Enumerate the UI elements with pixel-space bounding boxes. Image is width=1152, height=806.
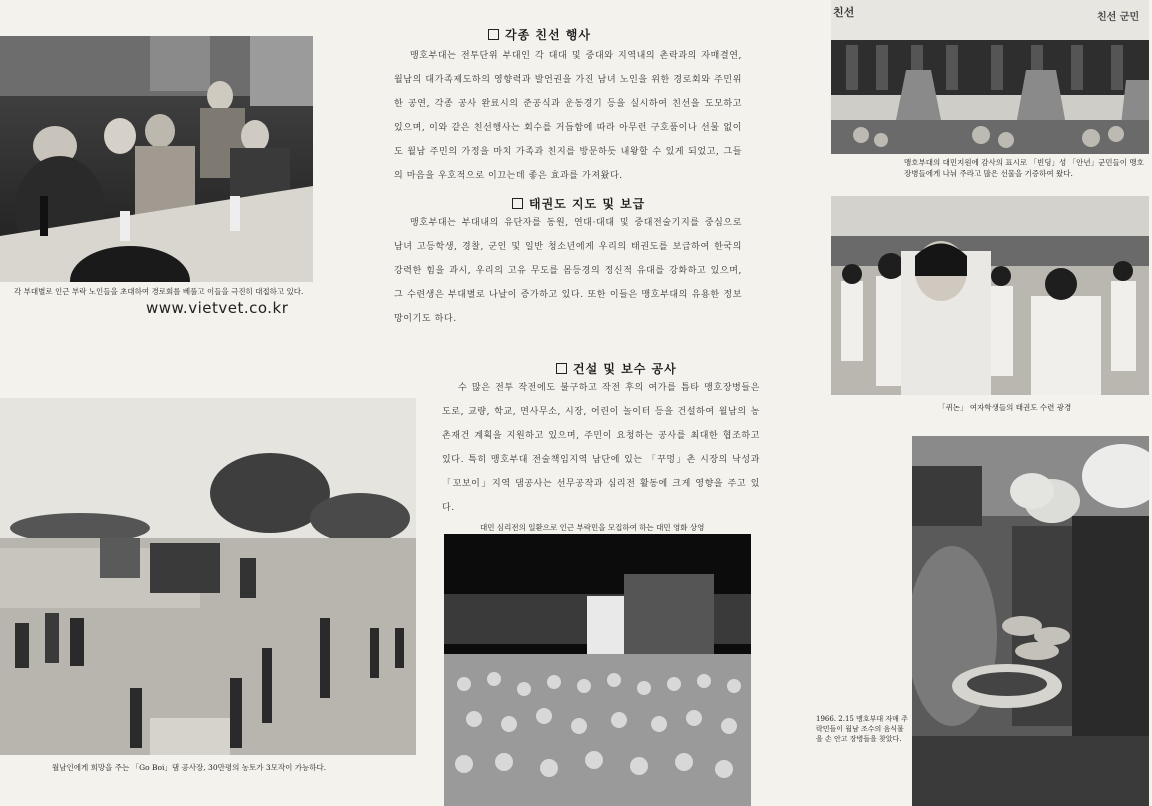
watermark-url: www.vietvet.co.kr	[146, 299, 289, 317]
section-body-construction: 수 많은 전투 작전에도 불구하고 작전 후의 여가를 틈타 맹호장병들은 도로, 교량, 학교, 면사무소, 시장, 어린이 놀이터 등을 건설하여 월남의 농촌재건 계획을 지원하고 있으며, 주민이 요청하는 공사를 최대한 협조하고 있다. 특히 맹호부대 전술책임지역 남단에 있는 「꾸멍」촌 시장의 낙성과 「꼬보이」지역 댐공사는 선무공작과 심리전 활동에 크게 영향을 주고 있다.	[442, 383, 760, 513]
section-title-taekwondo: 태권도 지도 및 보급	[512, 195, 645, 212]
banquet-caption: 각 부대별로 인근 부락 노인들을 초대하여 경로회를 베풀고 이들을 극진히 대접하고 있다.	[14, 287, 304, 296]
stage-sign-left: 친선	[833, 6, 855, 19]
checkbox-square-icon	[556, 363, 567, 374]
taekwondo-caption: 「퀴논」 여자학생들의 태권도 수련 광경	[938, 403, 1072, 412]
banquet-photo	[0, 36, 313, 282]
stage-sign-right: 친선 군민	[1097, 12, 1140, 23]
movie-screening-photo	[444, 534, 751, 806]
construction-photo	[0, 398, 416, 755]
checkbox-square-icon	[512, 198, 523, 209]
checkbox-square-icon	[488, 29, 499, 40]
fruit-gift-photo	[831, 0, 1149, 154]
movie-caption: 대민 심리전의 일환으로 인근 부락민을 모집하여 하는 대민 영화 상영	[480, 523, 705, 532]
construction-caption: 월남인에게 희망을 주는 「Go Boi」댐 공사장, 30만평의 농토가 3모작이 가능하다.	[52, 763, 327, 772]
section-body-taekwondo: 맹호부대는 부대내의 유단자를 동원, 연대·대대 및 중대전술기지를 중심으로 남녀 고등학생, 경찰, 군인 및 일반 청소년에게 우리의 태권도를 보급하여 한국의 강력한 힘을 과시, 우리의 고유 무도를 몸등경의 정신적 유대를 강화하고 있으며, 그 수련생은 부대별로 나날이 증가하고 있다. 또한 이들은 맹호부대의 유용한 정보망이기도 하다.	[394, 218, 742, 324]
section-body-friendship: 맹호부대는 전투단위 부대인 각 대대 및 중대와 지역내의 촌락과의 자매결연, 월남의 대가족제도하의 영향력과 발언권을 가진 남녀 노인을 위한 경로회와 주민위한 공연, 각종 공사 완료시의 준공식과 운동경기 등을 실시하여 친선을 도모하고 있으며, 이와 같은 친선행사는 회수를 거듭함에 따라 아무런 구호품이나 선물 없이도 월남 주민의 가정을 마치 가족과 친지를 방문하듯 내왕할 수 있게 되었고, 그들의 마음을 우호적으로 이끄는데 좋은 효과를 가져왔다.	[394, 51, 742, 181]
section-title-construction: 건설 및 보수 공사	[556, 360, 677, 377]
soldiers-food-photo	[912, 436, 1149, 806]
section-title-friendship: 각종 친선 행사	[488, 26, 591, 43]
soldiers-food-caption: 1966. 2.15 맹호부대 자매 주락민들이 월남 조수의 음식물을 손 안고 장병들을 찾았다.	[816, 715, 908, 743]
taekwondo-photo	[831, 196, 1149, 395]
fruit-gift-caption: 맹호부대의 대민지원에 감사의 표시로 「빈딩」성 「안년」군민들이 맹호장병들에게 나눠 주라고 많은 선물을 기증하여 왔다.	[904, 158, 1144, 178]
